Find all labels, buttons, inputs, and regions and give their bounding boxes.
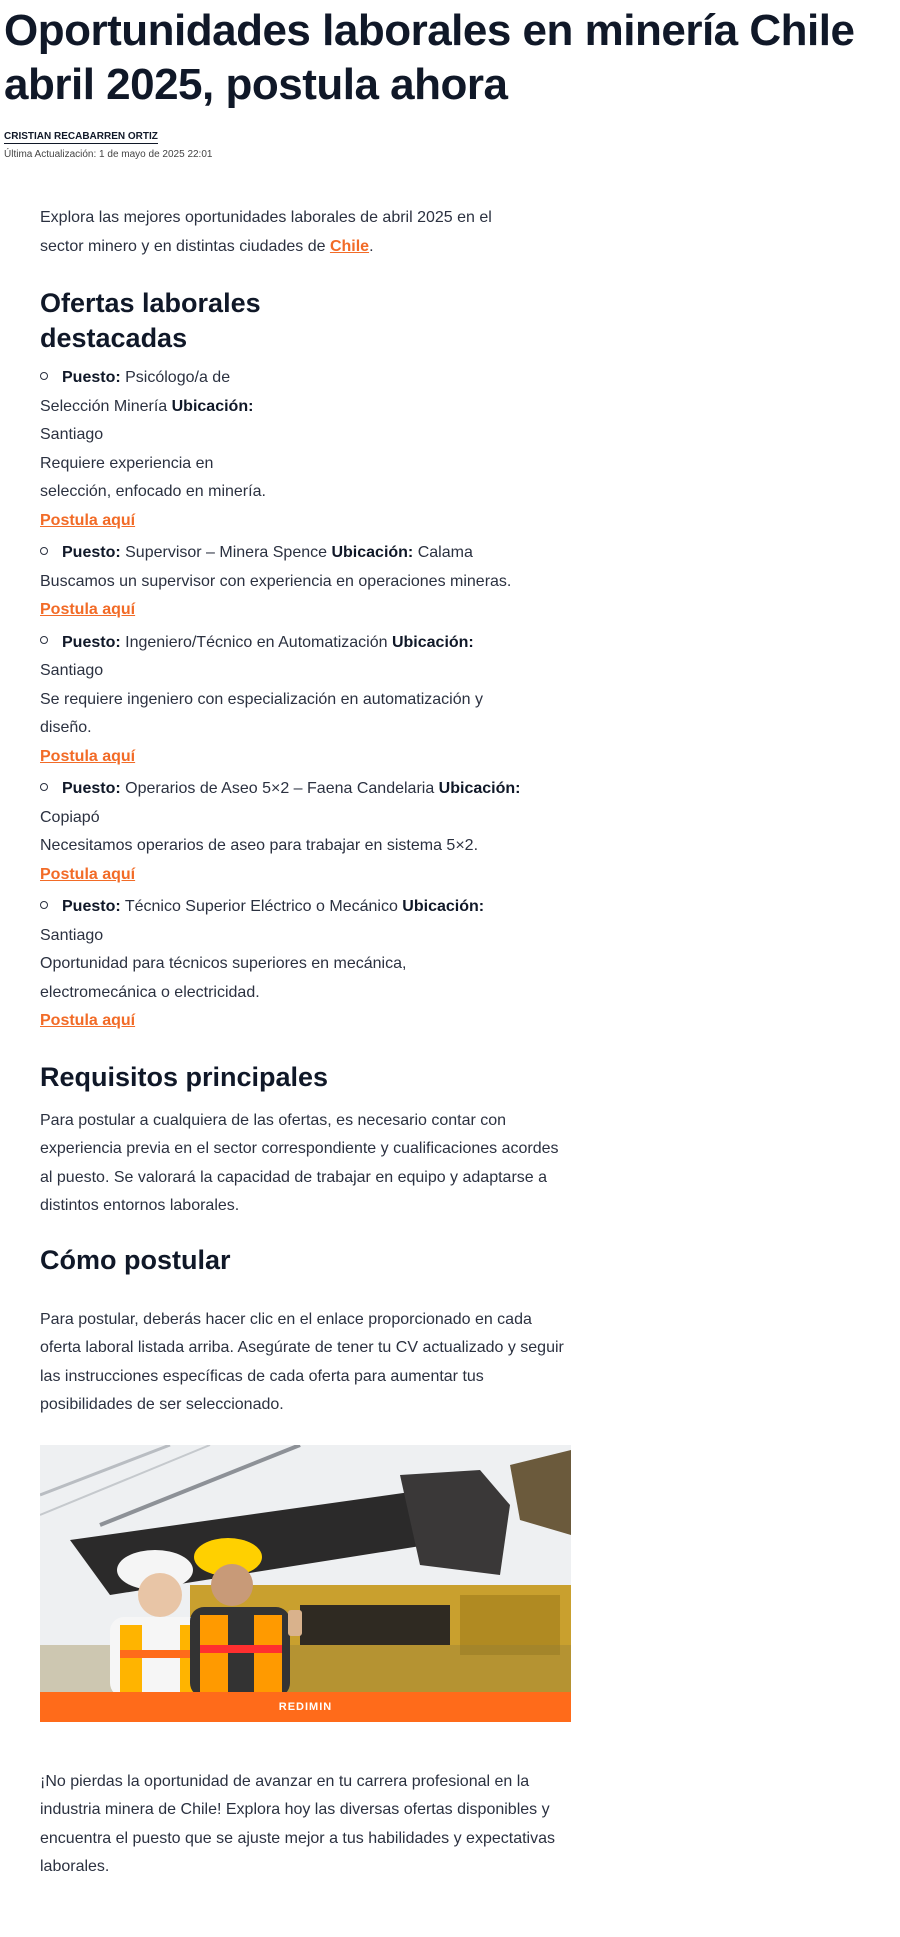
label-puesto: Puesto: [62,780,121,797]
label-ubicacion: Ubicación: [402,898,485,915]
label-puesto: Puesto: [62,633,121,651]
list-item [40,629,540,772]
page-title: Oportunidades laborales en minería Chile abril 2025, postula ahora [4,6,855,109]
requirements-paragraph: Para postular a cualquiera de las ofertas, es necesario contar con experiencia previa en el sector correspondiente y cualificaciones acordes al puesto. Se valorará la capacidad de trabajar en equipo y adaptarse a distintos entornos laborales. [40,1111,559,1214]
hero-image [40,1445,571,1722]
apply-link[interactable]: Postula aquí [40,865,136,883]
offer-puesto: Técnico Superior Eléctrico o Mecánico [124,898,398,915]
label-puesto: Puesto: [62,369,121,386]
intro-paragraph [40,204,530,261]
label-ubicacion: Ubicación: [171,397,254,415]
bullet-icon [40,372,48,380]
how-to-apply-paragraph: Para postular, deberás hacer clic en el enlace proporcionado en cada oferta laboral listada arriba. Asegúrate de tener tu CV actualizado y seguir las instrucciones específicas de cada oferta para aumentar tus posibilidades de ser seleccionado. [40,1310,564,1413]
label-ubicacion: Ubicación: [331,544,414,561]
offer-puesto: Psicólogo/a de Selección Minería [40,369,231,415]
offer-description: Buscamos un supervisor con experiencia en operaciones mineras. [40,572,512,590]
bullet-icon [40,783,48,791]
label-puesto: Puesto: [62,544,121,561]
offer-description: Oportunidad para técnicos superiores en mecánica, electromecánica o electricidad. [40,955,407,1001]
closing-paragraph: ¡No pierdas la oportunidad de avanzar en tu carrera profesional en la industria minera de Chile! Explora hoy las diversas ofertas disponibles y encuentra el puesto que se ajuste mejor a tus habilidades y expectativas laborales. [40,1772,555,1875]
article-header [0,0,900,161]
brand-logo: REDIMIN [278,1700,333,1713]
intro-end: . [369,237,374,255]
chile-link[interactable]: Chile [329,237,370,255]
how-to-apply-heading: Cómo postular [40,1244,231,1275]
article-body [40,204,580,1882]
list-item [40,775,580,889]
offer-puesto: Ingeniero/Técnico en Automatización [125,633,388,651]
offers-heading: Ofertas laborales destacadas [40,288,261,353]
bullet-icon [40,901,48,909]
last-updated: Última Actualización: 1 de mayo de 2025 22:01 [4,149,213,160]
offer-ubicacion: Calama [417,544,473,561]
label-ubicacion: Ubicación: [438,780,521,797]
list-item [40,539,580,625]
apply-link[interactable]: Postula aquí [40,1012,136,1029]
brand-band [40,1692,571,1722]
offer-ubicacion: Santiago [40,926,104,944]
offer-description: Se requiere ingeniero con especialización en automatización y diseño. [40,690,483,736]
offer-ubicacion: Santiago [40,662,104,679]
intro-text: Explora las mejores oportunidades laborales de abril 2025 en el sector minero y en distintas ciudades de [40,209,492,255]
offer-puesto: Supervisor – Minera Spence [125,544,328,561]
offer-description: Necesitamos operarios de aseo para trabajar en sistema 5×2. [40,837,479,854]
offer-puesto: Operarios de Aseo 5×2 – Faena Candelaria [125,780,435,797]
apply-link[interactable]: Postula aquí [40,747,136,765]
author-link[interactable]: CRISTIAN RECABARREN ORTIZ [4,131,158,142]
offer-ubicacion: Santiago [40,426,104,443]
label-puesto: Puesto: [62,898,121,915]
offer-description: Requiere experiencia en selección, enfocado en minería. [40,454,266,500]
offer-ubicacion: Copiapó [40,808,100,826]
bullet-icon [40,547,48,555]
apply-link[interactable]: Postula aquí [40,511,136,529]
list-item [40,364,285,535]
label-ubicacion: Ubicación: [391,633,474,651]
mining-workers-illustration [40,1445,571,1722]
offers-list [40,364,580,1036]
requirements-heading: Requisitos principales [40,1061,329,1092]
bullet-icon [40,636,48,644]
apply-link[interactable]: Postula aquí [40,601,136,618]
list-item [40,893,580,1036]
